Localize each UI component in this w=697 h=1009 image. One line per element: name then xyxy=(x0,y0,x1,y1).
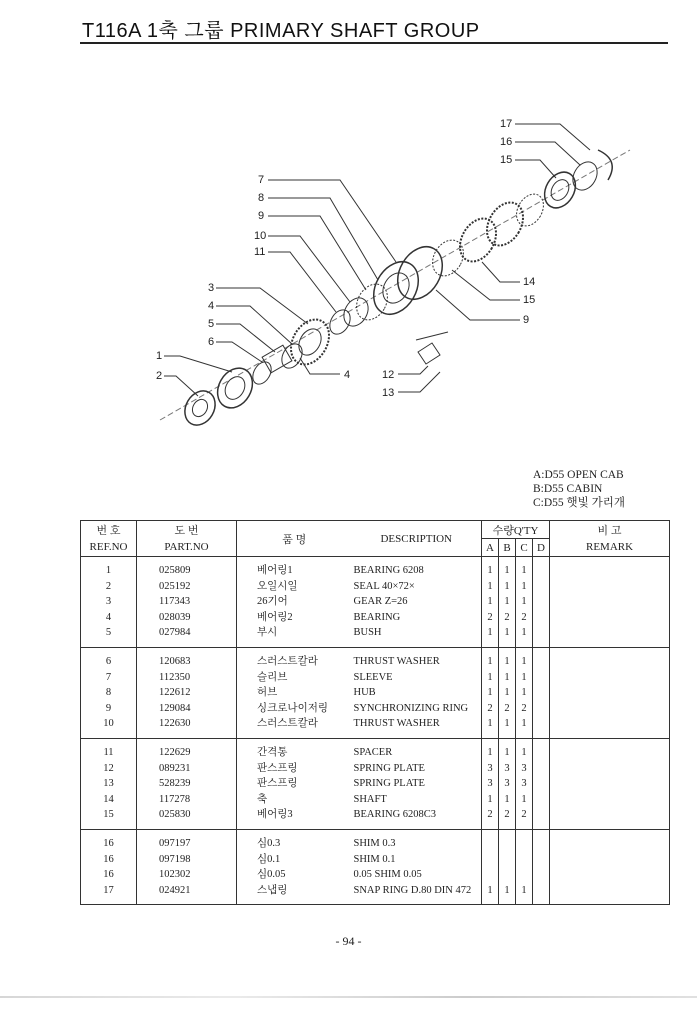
cell-a: 2 xyxy=(482,701,499,717)
cell-c: 3 xyxy=(516,761,533,777)
callout-8: 8 xyxy=(258,192,265,204)
legend-a: A:D55 OPEN CAB xyxy=(533,469,624,481)
cell-part: 102302 xyxy=(137,867,237,883)
cell-c: 1 xyxy=(516,594,533,610)
table-row xyxy=(81,807,670,829)
cell-name: 슬리브 xyxy=(237,670,352,686)
cell-c: 1 xyxy=(516,883,533,905)
callout-15b: 15 xyxy=(523,294,536,306)
header-qty-a: A xyxy=(482,539,499,557)
cell-d xyxy=(533,625,550,647)
cell-part: 097197 xyxy=(137,829,237,851)
cell-part: 024921 xyxy=(137,883,237,905)
cell-name: 축 xyxy=(237,792,352,808)
cell-remark xyxy=(550,625,670,647)
cell-desc: THRUST WASHER xyxy=(352,716,482,738)
header-remark-ko: 비 고 xyxy=(550,521,670,539)
cell-a xyxy=(482,867,499,883)
cell-remark xyxy=(550,594,670,610)
cell-name: 스러스트칼라 xyxy=(237,716,352,738)
table-row xyxy=(81,670,670,686)
header-part-ko: 도 번 xyxy=(137,521,237,539)
table-row xyxy=(81,792,670,808)
cell-part: 025830 xyxy=(137,807,237,829)
cell-desc: BEARING 6208 xyxy=(352,557,482,579)
callout-1: 1 xyxy=(156,350,163,362)
callout-3: 3 xyxy=(208,282,215,294)
cell-desc: 0.05 SHIM 0.05 xyxy=(352,867,482,883)
cell-a: 2 xyxy=(482,807,499,829)
cell-d xyxy=(533,594,550,610)
cell-b: 2 xyxy=(499,807,516,829)
table-row xyxy=(81,716,670,738)
cell-part: 117343 xyxy=(137,594,237,610)
cell-b: 2 xyxy=(499,701,516,717)
cell-part: 129084 xyxy=(137,701,237,717)
cell-d xyxy=(533,829,550,851)
cell-part: 122612 xyxy=(137,685,237,701)
header-ref-en: REF.NO xyxy=(81,539,137,557)
header-description: DESCRIPTION xyxy=(352,521,482,557)
callout-13: 13 xyxy=(382,387,395,399)
cell-name: 스냅링 xyxy=(237,883,352,905)
cell-c: 1 xyxy=(516,670,533,686)
exploded-parts-diagram xyxy=(0,0,697,470)
cell-a: 1 xyxy=(482,685,499,701)
cell-remark xyxy=(550,670,670,686)
cell-desc: SHAFT xyxy=(352,792,482,808)
cell-desc: SLEEVE xyxy=(352,670,482,686)
table-row xyxy=(81,761,670,777)
cell-c xyxy=(516,829,533,851)
cell-c: 1 xyxy=(516,792,533,808)
cell-d xyxy=(533,738,550,760)
parts-body xyxy=(81,557,670,905)
cell-remark xyxy=(550,761,670,777)
table-row xyxy=(81,867,670,883)
cell-d xyxy=(533,701,550,717)
table-row xyxy=(81,776,670,792)
cell-name: 심0.1 xyxy=(237,852,352,868)
cell-desc: BUSH xyxy=(352,625,482,647)
cell-desc: SPRING PLATE xyxy=(352,761,482,777)
callout-15: 15 xyxy=(500,154,513,166)
cell-ref: 12 xyxy=(81,761,137,777)
cell-d xyxy=(533,557,550,579)
cell-part: 528239 xyxy=(137,776,237,792)
cell-c: 2 xyxy=(516,807,533,829)
cell-b: 1 xyxy=(499,557,516,579)
model-legend xyxy=(533,468,625,510)
cell-remark xyxy=(550,792,670,808)
cell-d xyxy=(533,792,550,808)
cell-name: 간격통 xyxy=(237,738,352,760)
cell-desc: SHIM 0.1 xyxy=(352,852,482,868)
cell-b: 1 xyxy=(499,738,516,760)
cell-b: 1 xyxy=(499,685,516,701)
callout-16: 16 xyxy=(500,136,513,148)
cell-name: 심0.05 xyxy=(237,867,352,883)
parts-table xyxy=(80,520,670,905)
cell-remark xyxy=(550,867,670,883)
cell-remark xyxy=(550,716,670,738)
cell-a: 2 xyxy=(482,610,499,626)
cell-b: 1 xyxy=(499,579,516,595)
cell-remark xyxy=(550,610,670,626)
cell-b: 1 xyxy=(499,647,516,669)
cell-b: 3 xyxy=(499,776,516,792)
cell-part: 089231 xyxy=(137,761,237,777)
cell-part: 120683 xyxy=(137,647,237,669)
cell-b xyxy=(499,829,516,851)
cell-c xyxy=(516,852,533,868)
cell-b: 1 xyxy=(499,792,516,808)
cell-c: 1 xyxy=(516,625,533,647)
cell-ref: 16 xyxy=(81,852,137,868)
cell-name: 26기어 xyxy=(237,594,352,610)
table-row xyxy=(81,685,670,701)
cell-part: 028039 xyxy=(137,610,237,626)
table-row xyxy=(81,883,670,905)
cell-name: 베어링3 xyxy=(237,807,352,829)
cell-c: 2 xyxy=(516,701,533,717)
cell-b: 3 xyxy=(499,761,516,777)
cell-a: 3 xyxy=(482,761,499,777)
table-row xyxy=(81,647,670,669)
header-remark-en: REMARK xyxy=(550,539,670,557)
cell-c: 3 xyxy=(516,776,533,792)
cell-remark xyxy=(550,647,670,669)
cell-part: 027984 xyxy=(137,625,237,647)
cell-ref: 4 xyxy=(81,610,137,626)
callout-4b: 4 xyxy=(344,369,351,381)
cell-part: 097198 xyxy=(137,852,237,868)
cell-remark xyxy=(550,701,670,717)
cell-b: 2 xyxy=(499,610,516,626)
cell-name: 판스프링 xyxy=(237,776,352,792)
cell-name: 스러스트칼라 xyxy=(237,647,352,669)
cell-b: 1 xyxy=(499,716,516,738)
cell-c: 1 xyxy=(516,685,533,701)
cell-a: 1 xyxy=(482,647,499,669)
cell-ref: 9 xyxy=(81,701,137,717)
cell-name: 싱크로나이저링 xyxy=(237,701,352,717)
cell-part: 025192 xyxy=(137,579,237,595)
cell-ref: 3 xyxy=(81,594,137,610)
callout-9: 9 xyxy=(258,210,265,222)
cell-d xyxy=(533,776,550,792)
cell-remark xyxy=(550,852,670,868)
cell-desc: SNAP RING D.80 DIN 472 xyxy=(352,883,482,905)
cell-b xyxy=(499,867,516,883)
callout-5: 5 xyxy=(208,318,215,330)
cell-ref: 2 xyxy=(81,579,137,595)
cell-desc: GEAR Z=26 xyxy=(352,594,482,610)
cell-ref: 10 xyxy=(81,716,137,738)
cell-ref: 5 xyxy=(81,625,137,647)
cell-part: 122629 xyxy=(137,738,237,760)
cell-remark xyxy=(550,579,670,595)
cell-desc: SPACER xyxy=(352,738,482,760)
cell-c: 1 xyxy=(516,557,533,579)
cell-part: 117278 xyxy=(137,792,237,808)
cell-d xyxy=(533,685,550,701)
cell-name: 부시 xyxy=(237,625,352,647)
cell-name: 베어링1 xyxy=(237,557,352,579)
cell-remark xyxy=(550,776,670,792)
cell-desc: SHIM 0.3 xyxy=(352,829,482,851)
cell-a: 1 xyxy=(482,670,499,686)
cell-c xyxy=(516,867,533,883)
cell-a: 1 xyxy=(482,738,499,760)
cell-remark xyxy=(550,738,670,760)
cell-a xyxy=(482,829,499,851)
cell-ref: 8 xyxy=(81,685,137,701)
cell-remark xyxy=(550,883,670,905)
cell-desc: SYNCHRONIZING RING xyxy=(352,701,482,717)
cell-d xyxy=(533,883,550,905)
cell-d xyxy=(533,670,550,686)
legend-c: C:D55 햇빛 가리개 xyxy=(533,497,625,509)
table-row xyxy=(81,701,670,717)
cell-name: 오일시일 xyxy=(237,579,352,595)
callout-4: 4 xyxy=(208,300,215,312)
cell-desc: SPRING PLATE xyxy=(352,776,482,792)
table-row xyxy=(81,829,670,851)
cell-d xyxy=(533,579,550,595)
header-part-en: PART.NO xyxy=(137,539,237,557)
cell-b: 1 xyxy=(499,594,516,610)
cell-remark xyxy=(550,829,670,851)
cell-a: 1 xyxy=(482,883,499,905)
cell-part: 122630 xyxy=(137,716,237,738)
cell-a: 1 xyxy=(482,792,499,808)
cell-ref: 17 xyxy=(81,883,137,905)
cell-a: 1 xyxy=(482,579,499,595)
cell-ref: 13 xyxy=(81,776,137,792)
cell-c: 1 xyxy=(516,738,533,760)
cell-d xyxy=(533,647,550,669)
callout-14: 14 xyxy=(523,276,536,288)
cell-a: 1 xyxy=(482,625,499,647)
callout-9b: 9 xyxy=(523,314,530,326)
callout-12: 12 xyxy=(382,369,395,381)
cell-d xyxy=(533,807,550,829)
cell-b xyxy=(499,852,516,868)
cell-d xyxy=(533,610,550,626)
callout-6: 6 xyxy=(208,336,215,348)
cell-d xyxy=(533,867,550,883)
legend-b: B:D55 CABIN xyxy=(533,483,603,495)
cell-name: 심0.3 xyxy=(237,829,352,851)
cell-c: 1 xyxy=(516,647,533,669)
cell-remark xyxy=(550,557,670,579)
cell-b: 1 xyxy=(499,625,516,647)
table-row xyxy=(81,625,670,647)
callout-17: 17 xyxy=(500,118,513,130)
cell-ref: 14 xyxy=(81,792,137,808)
table-row xyxy=(81,594,670,610)
callout-2: 2 xyxy=(156,370,163,382)
page-title: T116A 1축 그룹 PRIMARY SHAFT GROUP xyxy=(82,20,480,42)
header-qty-c: C xyxy=(516,539,533,557)
cell-ref: 15 xyxy=(81,807,137,829)
cell-c: 1 xyxy=(516,579,533,595)
cell-ref: 11 xyxy=(81,738,137,760)
page-number: - 94 - xyxy=(335,934,362,948)
header-ref-ko: 번 호 xyxy=(81,521,137,539)
cell-desc: SEAL 40×72× xyxy=(352,579,482,595)
table-row xyxy=(81,738,670,760)
callout-11: 11 xyxy=(254,246,266,258)
cell-desc: BEARING xyxy=(352,610,482,626)
cell-a: 3 xyxy=(482,776,499,792)
table-row xyxy=(81,610,670,626)
header-name-ko: 품 명 xyxy=(237,521,352,557)
callout-7: 7 xyxy=(258,174,265,186)
cell-part: 112350 xyxy=(137,670,237,686)
cell-ref: 16 xyxy=(81,867,137,883)
cell-remark xyxy=(550,807,670,829)
cell-a: 1 xyxy=(482,557,499,579)
table-row xyxy=(81,557,670,579)
cell-desc: HUB xyxy=(352,685,482,701)
cell-b: 1 xyxy=(499,883,516,905)
cell-name: 허브 xyxy=(237,685,352,701)
cell-a xyxy=(482,852,499,868)
callout-10: 10 xyxy=(254,230,267,242)
cell-name: 베어링2 xyxy=(237,610,352,626)
header-qty-b: B xyxy=(499,539,516,557)
cell-d xyxy=(533,852,550,868)
scan-artifact xyxy=(0,996,697,998)
table-row xyxy=(81,852,670,868)
cell-part: 025809 xyxy=(137,557,237,579)
header-qty: 수량Q'TY xyxy=(482,521,550,539)
cell-desc: BEARING 6208C3 xyxy=(352,807,482,829)
cell-ref: 7 xyxy=(81,670,137,686)
cell-a: 1 xyxy=(482,594,499,610)
table-row xyxy=(81,579,670,595)
cell-name: 판스프링 xyxy=(237,761,352,777)
cell-ref: 1 xyxy=(81,557,137,579)
cell-c: 2 xyxy=(516,610,533,626)
cell-ref: 6 xyxy=(81,647,137,669)
cell-c: 1 xyxy=(516,716,533,738)
cell-d xyxy=(533,761,550,777)
cell-remark xyxy=(550,685,670,701)
cell-a: 1 xyxy=(482,716,499,738)
cell-b: 1 xyxy=(499,670,516,686)
cell-d xyxy=(533,716,550,738)
header-qty-d: D xyxy=(533,539,550,557)
cell-ref: 16 xyxy=(81,829,137,851)
cell-desc: THRUST WASHER xyxy=(352,647,482,669)
